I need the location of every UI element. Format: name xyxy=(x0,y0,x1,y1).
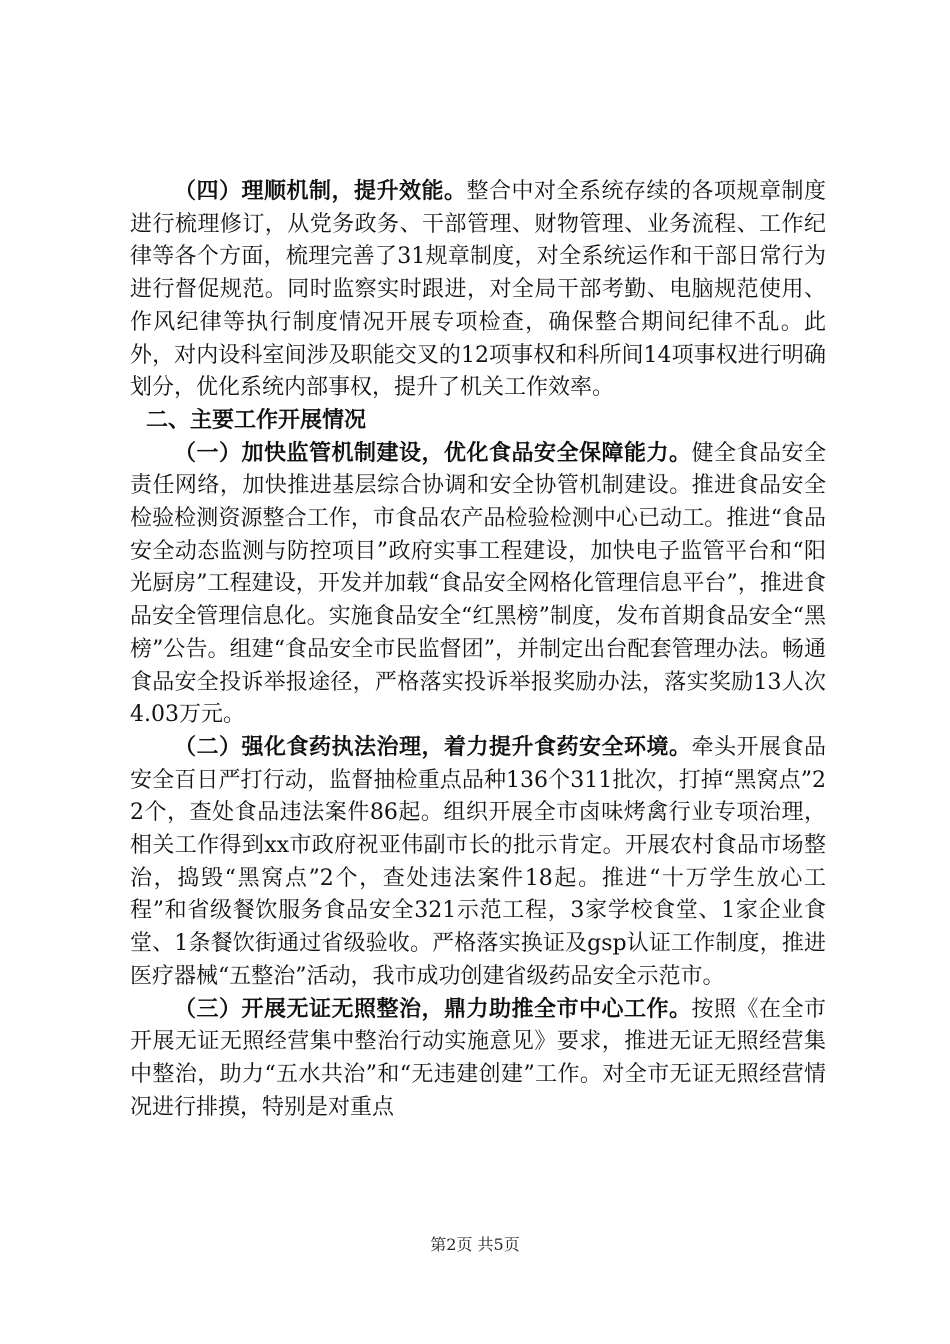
paragraph-lead: （三）开展无证无照整治，鼎力助推全市中心工作。 xyxy=(174,996,692,1022)
page-footer: 第2页 共5页 xyxy=(430,1235,520,1254)
paragraph-section-3 xyxy=(130,994,826,1125)
paragraph-lead: （四）理顺机制，提升效能。 xyxy=(174,179,467,204)
paragraph-lead: （一）加快监管机制建设，优化食品安全保障能力。 xyxy=(174,440,692,466)
paragraph-body: 整合中对全系统存续的各项规章制度进行梳理修订，从党务政务、干部管理、财物管理、业务流程、工作纪律等各个方面，梳理完善了31规章制度，对全系统运作和干部日常行为进行督促规范。同时监察实时跟进，对全局干部考勤、电脑规范使用、作风纪律等执行制度情况开展专项检查，确保整合期间纪律不乱。此外，对内设科室间涉及职能交叉的12项事权和科所间14项事权进行明确划分，优化系统内部事权，提升了机关工作效率。 xyxy=(130,179,826,401)
paragraph-lead: （二）强化食药执法治理，着力提升食药安全环境。 xyxy=(174,734,692,760)
paragraph-body: 健全食品安全责任网络，加快推进基层综合协调和安全协管机制建设。推进食品安全检验检测资源整合工作，市食品农产品检验检测中心已动工。推进“食品安全动态监测与防控项目”政府实事工程建设，加快电子监管平台和“阳光厨房”工程建设，开发并加载“食品安全网格化管理信息平台”，推进食品安全管理信息化。实施食品安全“红黑榜”制度，发布首期食品安全“黑榜”公告。组建“食品安全市民监督团”，并制定出台配套管理办法。畅通食品安全投诉举报途径，严格落实投诉举报奖励办法，落实奖励13人次4.03万元。 xyxy=(130,440,826,728)
paragraph-section-1 xyxy=(130,438,826,732)
paragraph-4 xyxy=(130,176,826,405)
paragraph-body: 牵头开展食品安全百日严打行动，监督抽检重点品种136个311批次，打掉“黑窝点”22个，查处食品违法案件86起。组织开展全市卤味烤禽行业专项治理，相关工作得到xx市政府祝亚伟副市长的批示肯定。开展农村食品市场整治，捣毁“黑窝点”2个，查处违法案件18起。推进“十万学生放心工程”和省级餐饮服务食品安全321示范工程，3家学校食堂、1家企业食堂、1条餐饮街通过省级验收。严格落实换证及gsp认证工作制度，推进医疗器械“五整治”活动，我市成功创建省级药品安全示范市。 xyxy=(130,734,826,989)
paragraph-body: 按照《在全市开展无证无照经营集中整治行动实施意见》要求，推进无证无照经营集中整治，助力“五水共治”和“无违建创建”工作。对全市无证无照经营情况进行排摸，特别是对重点 xyxy=(130,996,826,1120)
section-heading: 二、主要工作开展情况 xyxy=(146,407,367,433)
paragraph-section-2 xyxy=(130,732,826,994)
document-body xyxy=(130,176,826,1124)
